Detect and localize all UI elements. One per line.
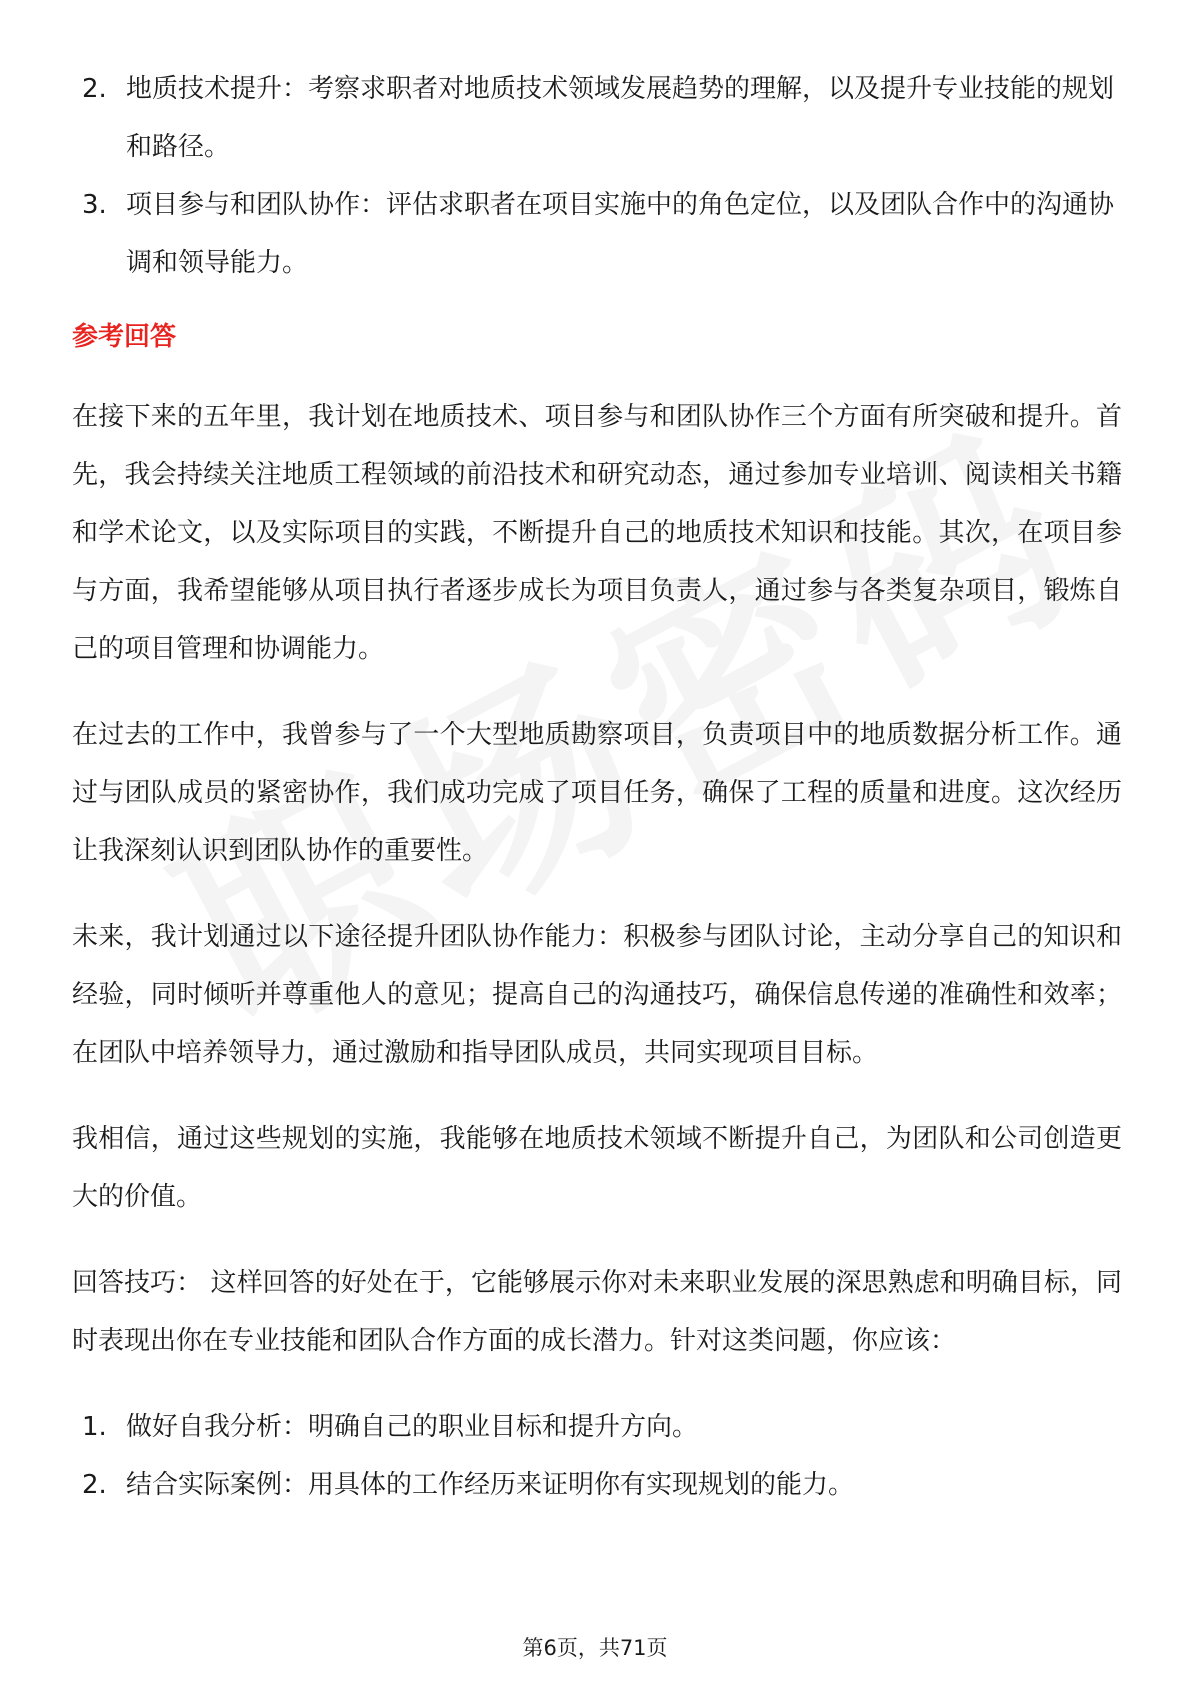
criteria-list	[72, 60, 1122, 292]
list-item-number: 1.	[82, 1412, 107, 1442]
list-item-text: 地质技术提升：考察求职者对地质技术领域发展趋势的理解，以及提升专业技能的规划和路径。	[126, 74, 1115, 162]
list-item-number: 2.	[82, 74, 107, 104]
list-item-number: 2.	[82, 1470, 107, 1500]
paragraph: 在过去的工作中，我曾参与了一个大型地质勘察项目，负责项目中的地质数据分析工作。通过与团队成员的紧密协作，我们成功完成了项目任务，确保了工程的质量和进度。这次经历让我深刻认识到团队协作的重要性。	[72, 720, 1122, 866]
list-item-text: 做好自我分析：明确自己的职业目标和提升方向。	[126, 1412, 699, 1442]
paragraph: 未来，我计划通过以下途径提升团队协作能力：积极参与团队讨论，主动分享自己的知识和经验，同时倾听并尊重他人的意见；提高自己的沟通技巧，确保信息传递的准确性和效率；在团队中培养领导力，通过激励和指导团队成员，共同实现项目目标。	[72, 922, 1122, 1068]
page-content	[72, 60, 1122, 1514]
list-item	[72, 1456, 1122, 1514]
list-item-text: 结合实际案例：用具体的工作经历来证明你有实现规划的能力。	[126, 1470, 855, 1500]
paragraph: 回答技巧： 这样回答的好处在于，它能够展示你对未来职业发展的深思熟虑和明确目标，同时表现出你在专业技能和团队合作方面的成长潜力。针对这类问题，你应该：	[72, 1268, 1122, 1356]
list-item	[72, 1398, 1122, 1456]
paragraph: 在接下来的五年里，我计划在地质技术、项目参与和团队协作三个方面有所突破和提升。首先，我会持续关注地质工程领域的前沿技术和研究动态，通过参加专业培训、阅读相关书籍和学术论文，以及实际项目的实践，不断提升自己的地质技术知识和技能。其次，在项目参与方面，我希望能够从项目执行者逐步成长为项目负责人，通过参与各类复杂项目，锻炼自己的项目管理和协调能力。	[72, 402, 1122, 664]
list-item-text: 项目参与和团队协作：评估求职者在项目实施中的角色定位，以及团队合作中的沟通协调和领导能力。	[126, 190, 1115, 278]
tips-list	[72, 1398, 1122, 1514]
section-heading: 参考回答	[72, 322, 177, 352]
list-item-number: 3.	[82, 190, 107, 220]
page-number: 第6页，共71页	[522, 1636, 668, 1660]
list-item	[72, 176, 1122, 292]
paragraph: 我相信，通过这些规划的实施，我能够在地质技术领域不断提升自己，为团队和公司创造更大的价值。	[72, 1124, 1122, 1212]
list-item	[72, 60, 1122, 176]
